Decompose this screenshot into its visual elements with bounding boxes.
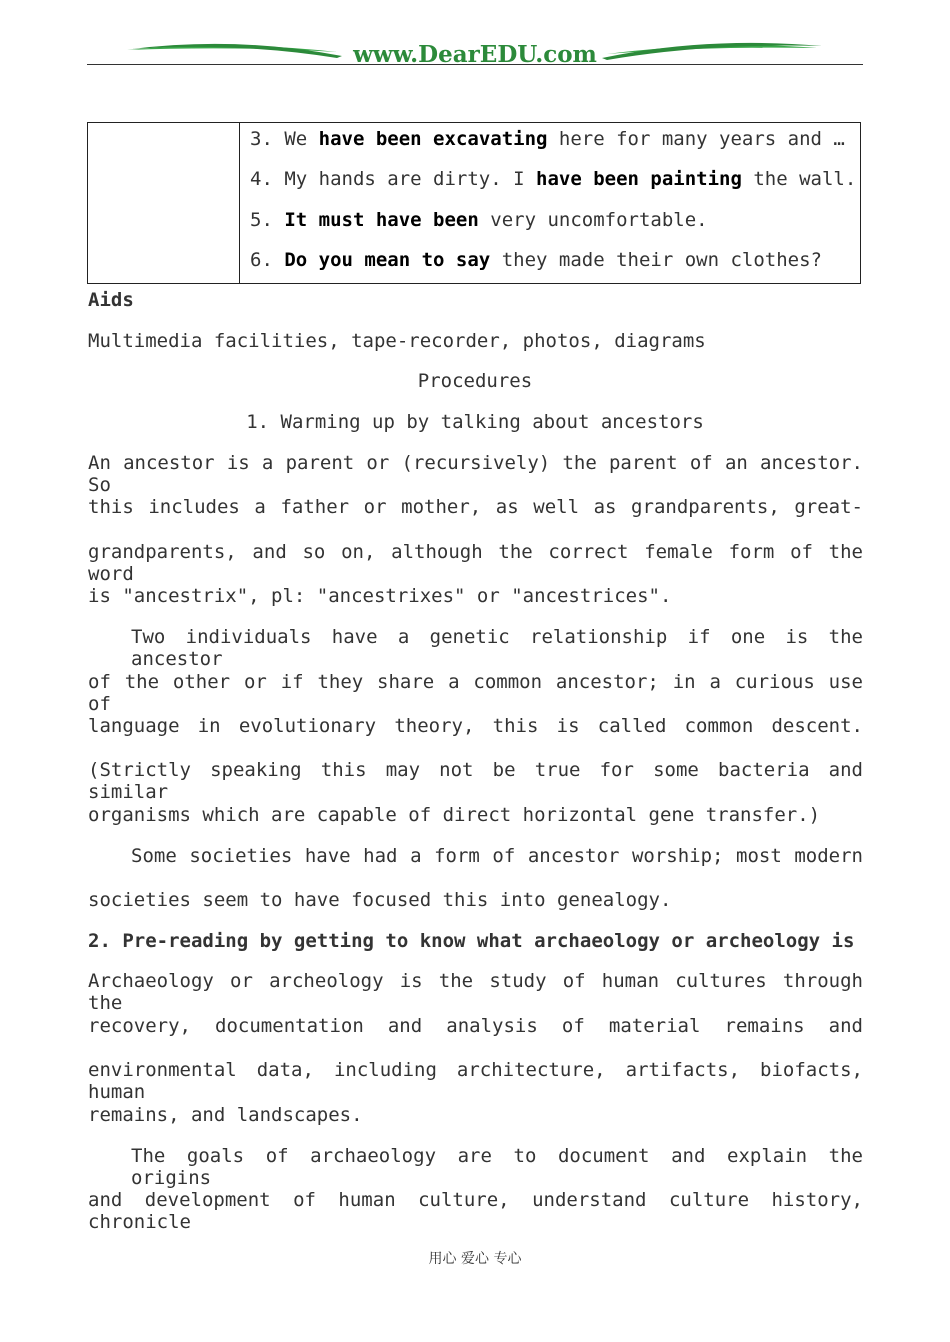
para1-line: is "ancestrix", pl: "ancestrixes" or "ancestrices". bbox=[88, 585, 672, 607]
para5-line: and development of human culture, understand culture history, chronicle bbox=[88, 1189, 863, 1233]
table-left-cell bbox=[88, 123, 240, 283]
examples-table bbox=[87, 122, 861, 284]
example-number: 6. bbox=[250, 249, 273, 271]
example-text: they made their own clothes? bbox=[490, 249, 822, 271]
example-sentence-5 bbox=[250, 209, 708, 231]
para4-line: environmental data, including architecture, artifacts, biofacts, human bbox=[88, 1059, 863, 1103]
para2-line: organisms which are capable of direct horizontal gene transfer.) bbox=[88, 804, 821, 826]
step2-title: 2. Pre-reading by getting to know what archaeology or archeology is bbox=[88, 930, 855, 952]
header-divider bbox=[87, 64, 863, 65]
example-highlight: It must have been bbox=[284, 209, 479, 231]
example-text: My hands are dirty. I bbox=[284, 168, 537, 190]
header-logo-text[interactable]: www.DearEDU.com bbox=[353, 41, 597, 68]
aids-text: Multimedia facilities, tape-recorder, photos, diagrams bbox=[88, 330, 706, 352]
page-header bbox=[87, 38, 863, 70]
table-right-cell bbox=[240, 123, 860, 283]
para2-line: language in evolutionary theory, this is called common descent. bbox=[88, 715, 863, 737]
para4-line: Archaeology or archeology is the study of human cultures through the bbox=[88, 970, 863, 1014]
example-highlight: have been painting bbox=[536, 168, 742, 190]
example-highlight: have been excavating bbox=[318, 128, 548, 150]
example-sentence-6 bbox=[250, 249, 822, 271]
aids-heading: Aids bbox=[88, 289, 134, 311]
para2-line: Two individuals have a genetic relationship if one is the ancestor bbox=[131, 626, 863, 670]
example-text: the wall. bbox=[741, 168, 857, 190]
page-footer: 用心 爱心 专心 bbox=[428, 1251, 522, 1267]
para4-line: recovery, documentation and analysis of material remains and bbox=[88, 1015, 863, 1037]
example-number: 5. bbox=[250, 209, 273, 231]
example-text: We bbox=[284, 128, 319, 150]
para3-line: societies seem to have focused this into genealogy. bbox=[88, 889, 672, 911]
para2-line: of the other or if they share a common ancestor; in a curious use of bbox=[88, 671, 863, 715]
para2-line: (Strictly speaking this may not be true for some bacteria and similar bbox=[88, 759, 863, 803]
example-sentence-4 bbox=[250, 168, 856, 190]
example-number: 3. bbox=[250, 128, 273, 150]
para4-line: remains, and landscapes. bbox=[88, 1104, 363, 1126]
example-number: 4. bbox=[250, 168, 273, 190]
para5-line: The goals of archaeology are to document and explain the origins bbox=[131, 1145, 863, 1189]
example-sentence-3 bbox=[250, 128, 845, 150]
para1-line: An ancestor is a parent or (recursively) the parent of an ancestor. So bbox=[88, 452, 863, 496]
example-text: here for many years and … bbox=[547, 128, 845, 150]
para1-line: this includes a father or mother, as well as grandparents, great- bbox=[88, 496, 863, 518]
step1-title: 1. Warming up by talking about ancestors bbox=[246, 411, 704, 433]
procedures-title: Procedures bbox=[417, 370, 533, 392]
para1-line: grandparents, and so on, although the correct female form of the word bbox=[88, 541, 863, 585]
para3-line: Some societies have had a form of ancestor worship; most modern bbox=[131, 845, 863, 867]
example-highlight: Do you mean to say bbox=[284, 249, 491, 271]
example-text: very uncomfortable. bbox=[478, 209, 708, 231]
